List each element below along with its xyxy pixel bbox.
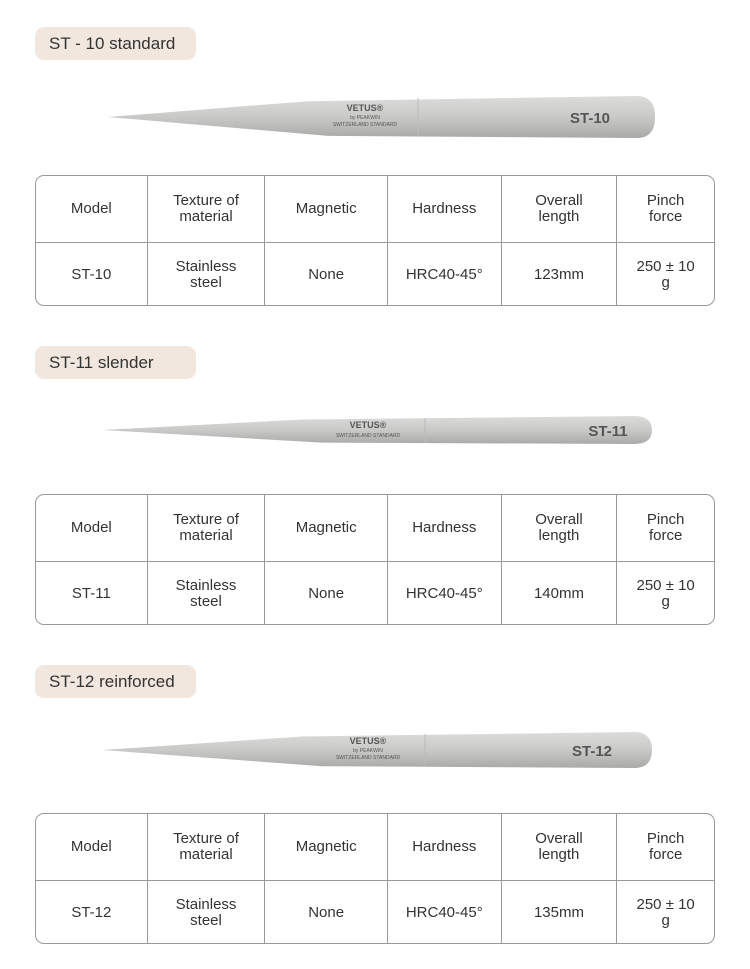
table-header-cell: Pinch force bbox=[646, 511, 685, 544]
table-value-cell: ST-12 bbox=[36, 881, 148, 944]
brand-sub-engraving: by PEAKWIN bbox=[350, 115, 380, 121]
table-value-cell: 135mm bbox=[502, 881, 618, 944]
standard-engraving: SWITZERLAND STANDARD bbox=[335, 755, 401, 761]
table-value-cell: 140mm bbox=[502, 562, 618, 625]
table-value-cell: HRC40-45° bbox=[388, 881, 502, 944]
table-value-cell: HRC40-45° bbox=[388, 243, 502, 306]
table-header-cell: Magnetic bbox=[265, 495, 388, 561]
table-value-cell: Stainless steel bbox=[148, 243, 266, 306]
table-header-cell: Magnetic bbox=[265, 176, 388, 242]
table-header-cell: Texture of material bbox=[148, 176, 266, 242]
table-header-cell: Overall length bbox=[502, 495, 618, 561]
table-row bbox=[36, 881, 714, 944]
spec-table bbox=[35, 813, 715, 944]
table-value-cell: HRC40-45° bbox=[388, 562, 502, 625]
brand-engraving: VETUS® bbox=[349, 420, 387, 430]
table-value-cell: ST-10 bbox=[36, 243, 148, 306]
table-value-cell: None bbox=[265, 562, 388, 625]
product-label: ST-11 slender bbox=[35, 346, 196, 379]
model-engraving: ST-10 bbox=[569, 110, 611, 127]
table-header-row bbox=[36, 814, 714, 881]
table-value-cell: 250 ± 10 g bbox=[636, 576, 695, 610]
table-value-cell: None bbox=[265, 243, 388, 306]
table-value-cell: Stainless steel bbox=[148, 562, 266, 625]
table-header-cell: Magnetic bbox=[265, 814, 388, 880]
standard-engraving: SWITZERLAND STANDARD bbox=[335, 433, 401, 439]
table-header-cell: Model bbox=[36, 176, 148, 242]
table-header-cell: Texture of material bbox=[148, 814, 266, 880]
table-header-cell: Hardness bbox=[388, 495, 502, 561]
table-header-cell: Pinch force bbox=[646, 830, 685, 863]
standard-engraving: SWITZERLAND STANDARD bbox=[332, 122, 398, 128]
model-engraving: ST-11 bbox=[588, 423, 628, 440]
table-value-cell: ST-11 bbox=[36, 562, 148, 625]
table-header-cell: Overall length bbox=[502, 814, 618, 880]
table-value-cell: Stainless steel bbox=[148, 881, 266, 944]
product-label: ST - 10 standard bbox=[35, 27, 196, 60]
table-value-cell: 250 ± 10 g bbox=[636, 895, 695, 929]
table-header-cell: Hardness bbox=[388, 176, 502, 242]
brand-engraving: VETUS® bbox=[346, 103, 384, 113]
table-header-cell: Model bbox=[36, 495, 148, 561]
brand-engraving: VETUS® bbox=[349, 736, 387, 746]
brand-sub-engraving: by PEAKWIN bbox=[353, 748, 383, 754]
table-value-cell: 123mm bbox=[502, 243, 618, 306]
table-header-cell: Overall length bbox=[502, 176, 618, 242]
table-value-cell: 250 ± 10 g bbox=[636, 257, 695, 291]
model-engraving: ST-12 bbox=[571, 743, 613, 760]
table-header-cell: Pinch force bbox=[646, 192, 685, 225]
table-header-cell: Texture of material bbox=[148, 495, 266, 561]
table-value-cell: None bbox=[265, 881, 388, 944]
product-label: ST-12 reinforced bbox=[35, 665, 196, 698]
table-header-cell: Model bbox=[36, 814, 148, 880]
table-header-cell: Hardness bbox=[388, 814, 502, 880]
